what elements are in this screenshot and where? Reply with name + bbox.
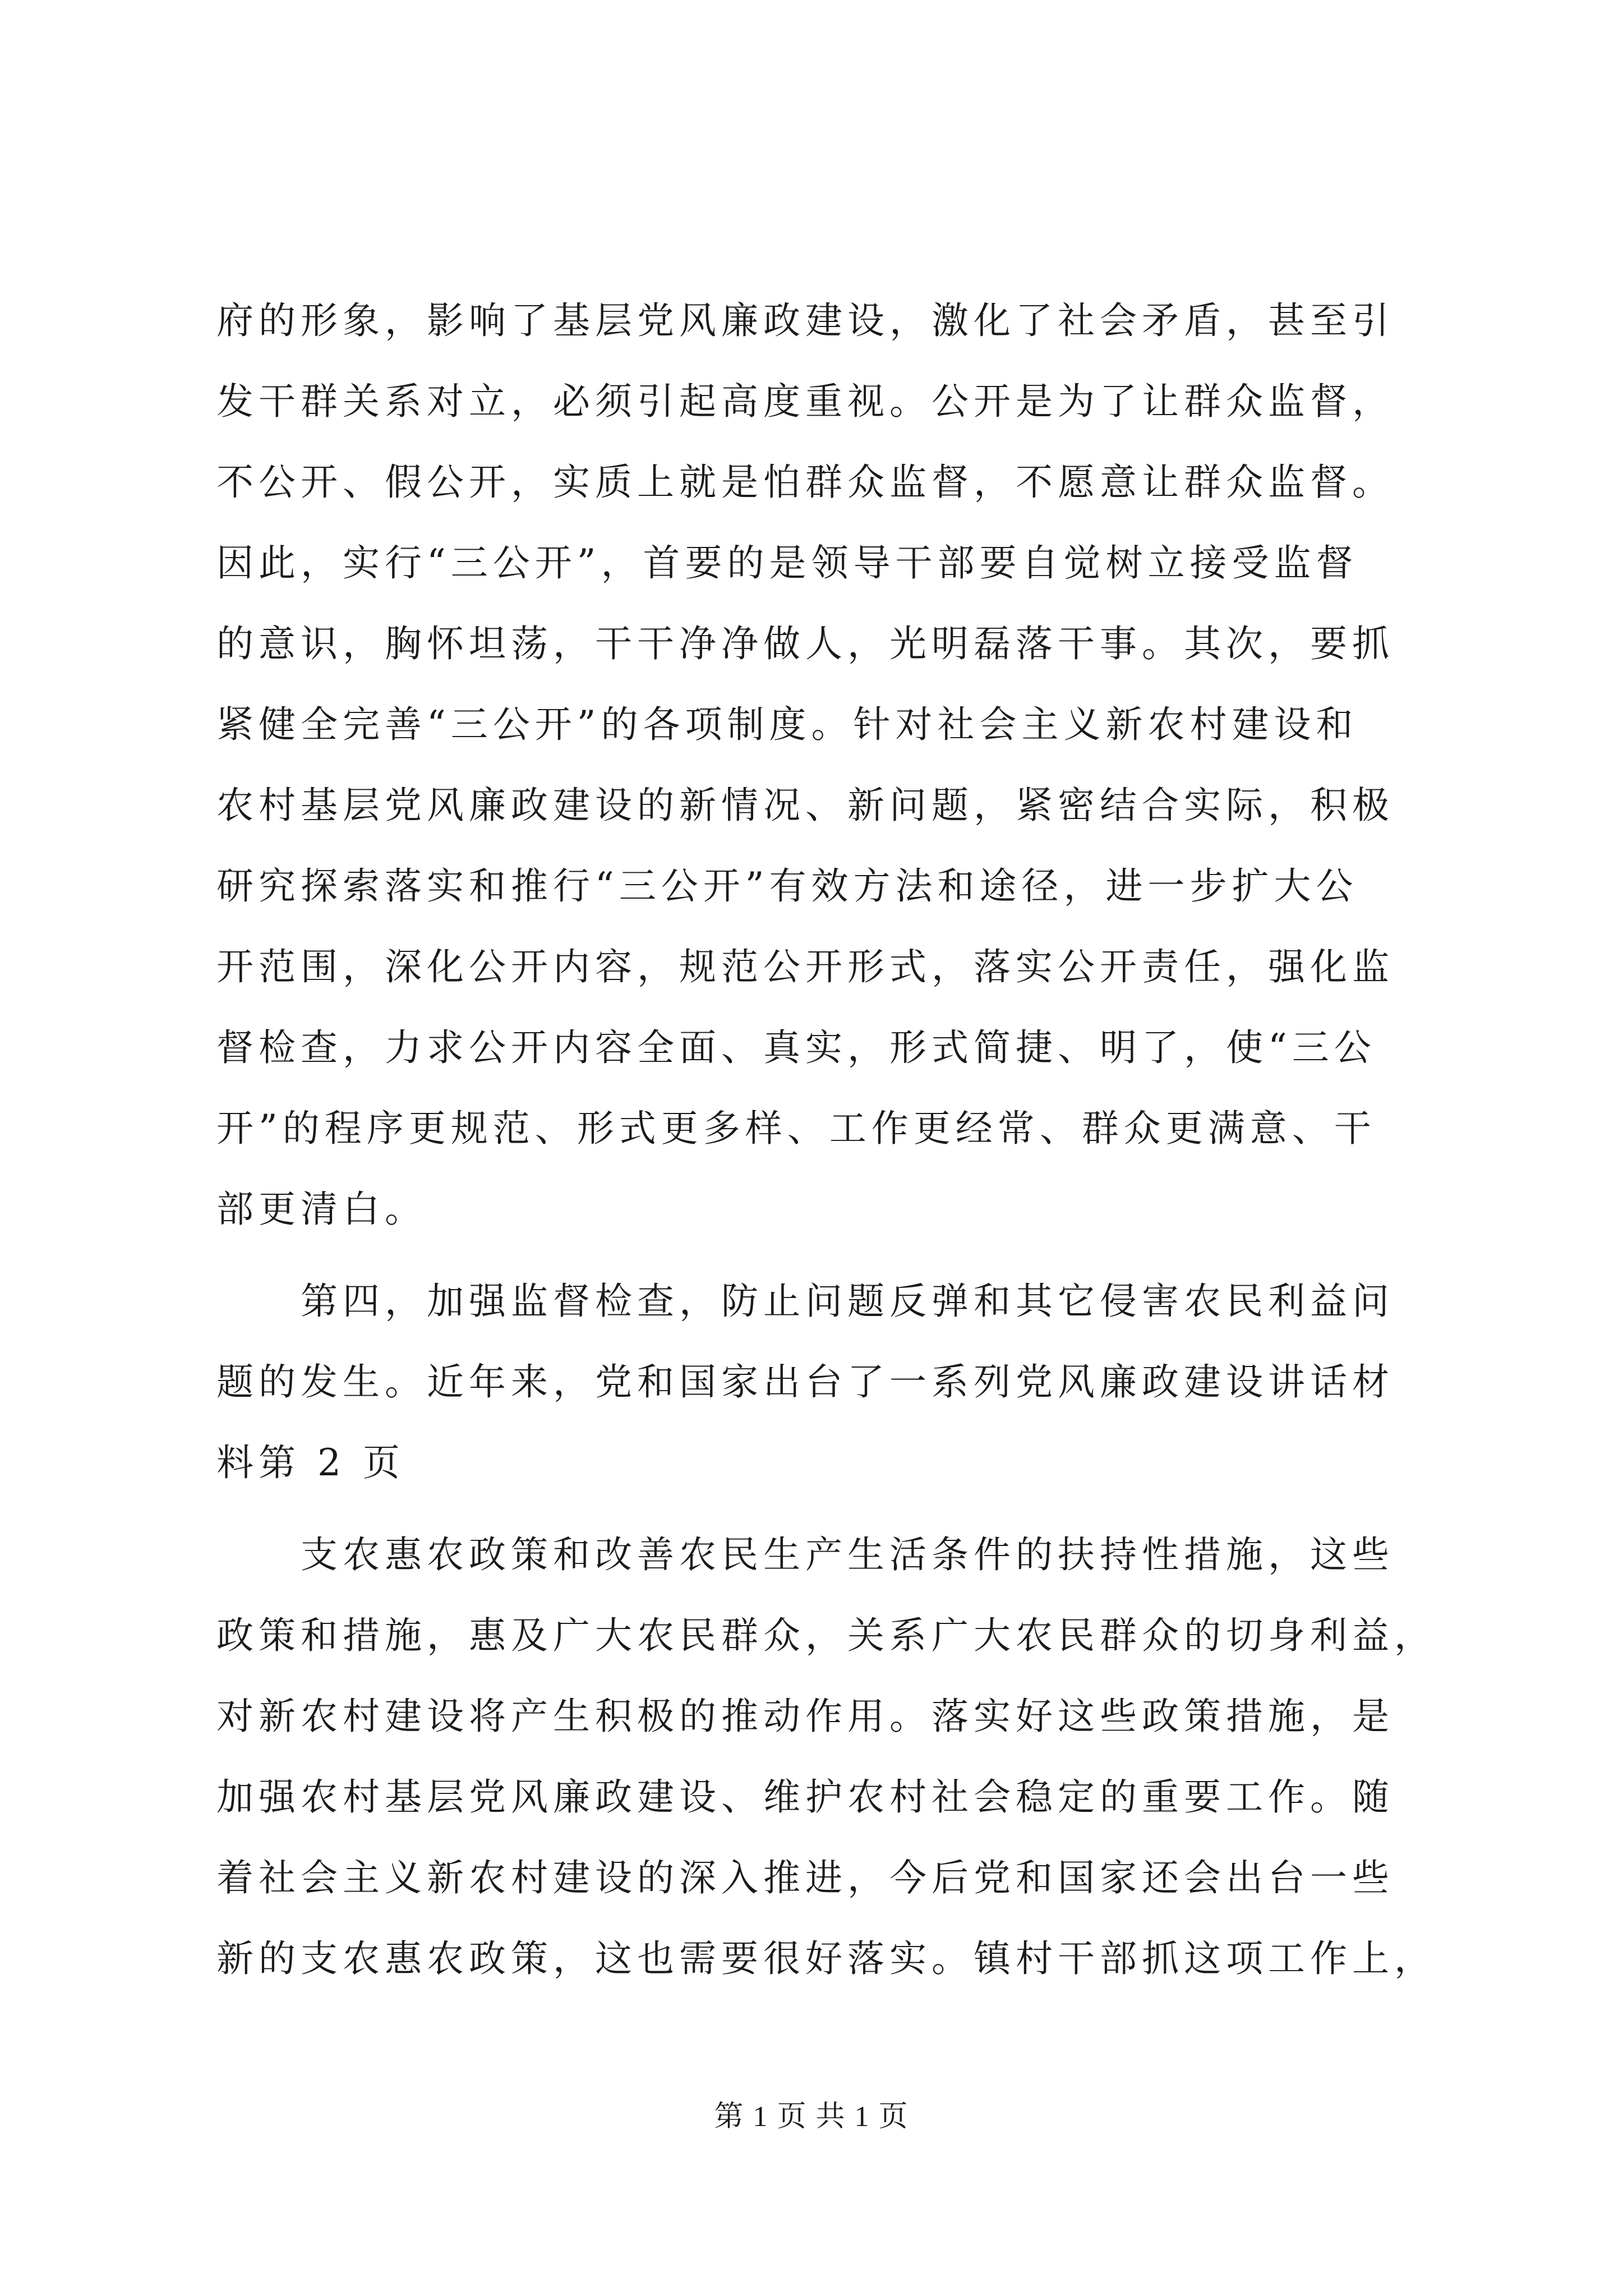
text-line: 部更清白。 <box>216 1188 427 1231</box>
text-line: 对新农村建设将产生积极的推动作用。落实好这些政策措施，是 <box>216 1695 1394 1738</box>
text-line: 紧健全完善“三公开”的各项制度。针对社会主义新农村建设和 <box>216 703 1358 746</box>
text-line: 料第 2 页 <box>216 1441 405 1484</box>
text-line: 新的支农惠农政策，这也需要很好落实。镇村干部抓这项工作上， <box>216 1937 1436 1980</box>
text-line: 第四，加强监督检查，防止问题反弹和其它侵害农民利益问 <box>301 1280 1394 1323</box>
text-line: 农村基层党风廉政建设的新情况、新问题，紧密结合实际，积极 <box>216 784 1394 827</box>
text-line: 府的形象，影响了基层党风廉政建设，激化了社会矛盾，甚至引 <box>216 299 1394 342</box>
text-line: 加强农村基层党风廉政建设、维护农村社会稳定的重要工作。随 <box>216 1775 1394 1819</box>
document-body <box>216 280 1436 1999</box>
text-line: 政策和措施，惠及广大农民群众，关系广大农民群众的切身利益， <box>216 1614 1436 1657</box>
text-line: 题的发生。近年来，党和国家出台了一系列党风廉政建设讲话材 <box>216 1360 1394 1404</box>
text-line: 支农惠农政策和改善农民生产生活条件的扶持性措施，这些 <box>301 1533 1394 1576</box>
text-line: 开范围，深化公开内容，规范公开形式，落实公开责任，强化监 <box>216 945 1394 988</box>
text-line: 督检查，力求公开内容全面、真实，形式简捷、明了，使“三公 <box>216 1026 1376 1069</box>
text-line: 开”的程序更规范、形式更多样、工作更经常、群众更满意、干 <box>216 1107 1376 1150</box>
text-line: 研究探索落实和推行“三公开”有效方法和途径，进一步扩大公 <box>216 864 1358 908</box>
page-number: 第 1 页 共 1 页 <box>714 2101 909 2133</box>
text-line: 着社会主义新农村建设的深入推进，今后党和国家还会出台一些 <box>216 1856 1394 1899</box>
page-footer <box>0 2092 1623 2134</box>
text-line: 的意识，胸怀坦荡，干干净净做人，光明磊落干事。其次，要抓 <box>216 622 1394 665</box>
text-line: 不公开、假公开，实质上就是怕群众监督，不愿意让群众监督。 <box>216 461 1394 504</box>
text-line: 因此，实行“三公开”，首要的是领导干部要自觉树立接受监督 <box>216 541 1358 585</box>
paragraph-2 <box>216 1261 1417 1503</box>
paragraph-1 <box>216 280 1417 1250</box>
text-line: 发干群关系对立，必须引起高度重视。公开是为了让群众监督， <box>216 380 1394 423</box>
paragraph-3 <box>216 1515 1436 1999</box>
